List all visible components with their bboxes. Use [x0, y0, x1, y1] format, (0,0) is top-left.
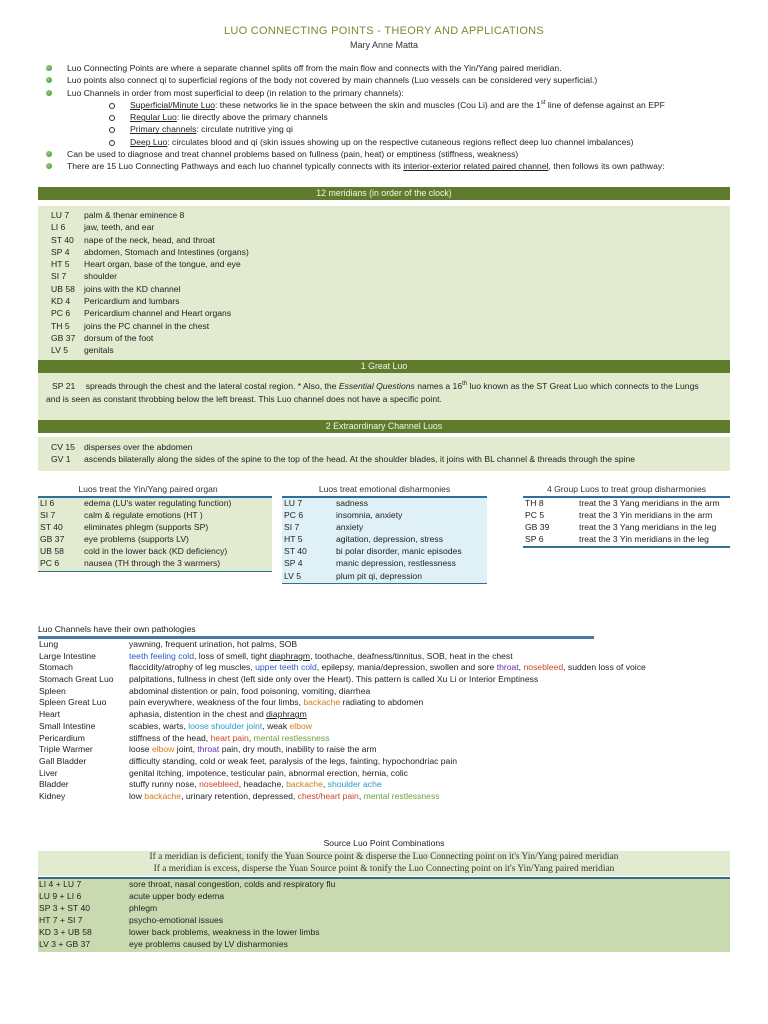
point-code: ST 40	[51, 234, 74, 245]
table-row	[38, 546, 272, 558]
point-code: GB 37	[51, 332, 76, 343]
highlighted-symptom: backache	[144, 790, 182, 801]
symptom-text: , epilepsy, mania/depression, swollen and sore	[316, 662, 497, 673]
symptom-text: radiating to abdomen	[340, 697, 424, 708]
symptom-text: pain, dry mouth, inability to raise the arm	[219, 744, 377, 755]
sub-bullet-item	[46, 112, 746, 124]
symptom-text: joint,	[174, 744, 198, 755]
meridian-row	[38, 296, 730, 308]
point-code: LU 7	[51, 210, 70, 220]
channel-name: Bladder	[39, 779, 69, 790]
channel-name: Heart	[39, 709, 61, 720]
symptom-text: , loss of smell, tight	[193, 650, 270, 661]
table-row	[38, 534, 272, 546]
group-table	[523, 496, 730, 548]
symptom-text: scabies, warts,	[129, 720, 189, 731]
point-code: TH 8	[525, 497, 544, 508]
point-description: Pericardium and lumbars	[84, 296, 180, 307]
paragraph-text: names a 16	[414, 381, 463, 391]
combination-indication: psycho-emotional issues	[129, 915, 224, 926]
point-code: PC 5	[525, 509, 545, 520]
sub-bullet-icon	[109, 127, 115, 133]
bullet-icon	[46, 65, 52, 71]
symptom-text: , toothache, deafness/tinnitus, SOB, heat in the chest	[310, 650, 513, 661]
bullet-item	[46, 88, 746, 100]
pathology-description	[129, 709, 307, 720]
bullet-icon	[46, 163, 52, 169]
point-combination: LI 4 + LU 7	[39, 878, 82, 889]
point-description: cold in the lower back (KD deficiency)	[84, 546, 228, 557]
bullet-icon	[46, 77, 52, 83]
point-code: LU 7	[284, 497, 303, 508]
point-description: treat the 3 Yang meridians in the leg	[579, 521, 717, 532]
point-code: ST 40	[284, 546, 307, 557]
point-description: treat the 3 Yin meridians in the arm	[579, 509, 713, 520]
symptom-text: , sudden loss of voice	[563, 662, 646, 673]
point-code: SI 7	[51, 271, 67, 282]
term: Primary channels	[130, 124, 197, 135]
point-combination: LU 9 + LI 6	[39, 890, 82, 901]
point-description: jaw, teeth, and ear	[84, 222, 155, 233]
symptom-text: ,	[358, 790, 364, 801]
point-code: ST 40	[40, 521, 63, 532]
symptom-text: , headache,	[238, 779, 287, 790]
table-row	[282, 534, 487, 546]
pathology-description	[129, 744, 376, 755]
point-description: Heart organ, base of the tongue, and eye	[84, 259, 241, 270]
point-description: genitals	[84, 345, 114, 356]
pathology-description	[129, 697, 423, 708]
table-rule	[38, 571, 272, 573]
pathology-description	[129, 651, 513, 662]
sub-bullet-text: line of defense against an EPF	[545, 99, 665, 110]
point-code: CV 15	[51, 442, 75, 452]
channel-name: Spleen	[39, 685, 66, 696]
great-luo-section	[38, 373, 730, 420]
channel-name: Small Intestine	[39, 720, 96, 731]
superscript: th	[462, 381, 468, 388]
pathologies-table	[38, 636, 646, 803]
combination-indication: eye problems caused by LV disharmonies	[129, 939, 288, 950]
symptom-text: loose	[129, 744, 152, 755]
combination-indication: lower back problems, weakness in the lower limbs	[129, 927, 320, 938]
section-header-great-luo: 1 Great Luo	[38, 360, 730, 373]
table-row	[282, 510, 487, 522]
sub-bullet-text: : circulates blood and qi (skin issues showing up on the respective cutaneous regions reflect deep luo channel imbalances)	[167, 136, 634, 147]
channel-name: Stomach	[39, 662, 73, 673]
meridian-row	[38, 345, 730, 357]
bullet-item	[46, 63, 746, 75]
term: Regular Luo	[130, 112, 177, 123]
emotional-table	[282, 496, 487, 584]
symptom-text: stiffness of the head,	[129, 732, 211, 743]
highlighted-symptom: nosebleed	[199, 779, 239, 790]
highlighted-symptom: chest/heart pain	[297, 790, 359, 801]
combination-row	[38, 927, 730, 939]
extraordinary-list	[38, 437, 730, 471]
sub-bullet-item	[46, 137, 746, 149]
combination-row	[38, 891, 730, 903]
pathology-row	[38, 756, 594, 768]
table-row	[38, 498, 272, 510]
symptom-text: , weak	[262, 720, 290, 731]
paragraph-text: luo known as the ST Great Luo which connects to the Lungs	[467, 381, 699, 391]
yinyang-table-title: Luos treat the Yin/Yang paired organ	[78, 484, 218, 494]
bullet-icon	[46, 151, 52, 157]
table-row	[38, 510, 272, 522]
point-description: Pericardium channel and Heart organs	[84, 308, 232, 319]
emotional-table-title: Luos treat emotional disharmonies	[318, 484, 451, 494]
pathology-row	[38, 697, 594, 709]
meridian-row	[38, 210, 730, 222]
table-row	[282, 522, 487, 534]
bullet-text: , then follows its own pathway:	[548, 161, 665, 172]
point-code: SP 4	[284, 558, 303, 569]
pathology-row	[38, 662, 646, 674]
sub-bullet-item	[46, 100, 746, 112]
symptom-text: ,	[248, 732, 254, 743]
pathologies-title: Luo Channels have their own pathologies	[38, 624, 196, 634]
point-code: LV 5	[51, 345, 69, 356]
channel-name: Lung	[39, 639, 59, 649]
highlighted-symptom: nosebleed	[523, 662, 564, 673]
point-description: palm & thenar eminence 8	[84, 210, 185, 220]
point-description: insomnia, anxiety	[336, 509, 403, 520]
meridian-row	[38, 321, 730, 333]
bullet-icon	[46, 90, 52, 96]
document-author: Mary Anne Matta	[349, 40, 419, 50]
symptom-text: difficulty standing, cold or weak feet, paralysis of the legs, fainting, hypochondriac pain	[129, 755, 458, 766]
pathology-description	[129, 686, 370, 697]
point-code: SP 21	[52, 381, 76, 391]
point-code: HT 5	[51, 259, 70, 270]
combination-row	[38, 939, 730, 951]
point-code: TH 5	[51, 320, 70, 331]
point-code: PC 6	[40, 558, 60, 569]
point-code: GV 1	[51, 454, 71, 465]
highlighted-symptom: throat	[496, 662, 519, 673]
table-row	[523, 534, 730, 546]
pathology-row	[38, 721, 594, 733]
point-combination: HT 7 + SI 7	[39, 915, 83, 926]
point-description: bi polar disorder, manic episodes	[336, 546, 462, 557]
pathology-row	[38, 733, 594, 745]
great-luo-paragraph	[38, 373, 730, 404]
point-code: GB 39	[525, 521, 550, 532]
channel-name: Gall Bladder	[39, 755, 87, 766]
combination-indication: phlegm	[129, 902, 158, 913]
sub-bullet-text: : these networks lie in the space between the skin and muscles (Cou Li) and are the 1	[215, 99, 541, 110]
highlighted-symptom: mental restlessness	[253, 732, 330, 743]
point-description: ascends bilaterally along the sides of the spine to the top of the head. At the shoulder blades, it joins with BL channel & threads through the spine	[84, 454, 635, 465]
meridian-row	[38, 333, 730, 345]
combination-row	[38, 915, 730, 927]
point-description: treat the 3 Yang meridians in the arm	[579, 497, 720, 508]
point-code: SI 7	[284, 521, 300, 532]
meridian-row	[38, 271, 730, 283]
meridian-row	[38, 308, 730, 320]
point-description: abdomen, Stomach and Intestines (organs)	[84, 246, 249, 257]
document-title: LUO CONNECTING POINTS - THEORY AND APPLICATIONS	[223, 25, 545, 37]
pathology-row	[38, 768, 594, 780]
symptom-text: ,	[322, 779, 328, 790]
point-description: nausea (TH through the 3 warmers)	[84, 558, 221, 569]
highlighted-symptom: diaphragm	[266, 709, 307, 720]
highlighted-symptom: mental restlessness	[363, 790, 440, 801]
meridian-row	[38, 247, 730, 259]
bullet-text: Can be used to diagnose and treat channel problems based on fullness (pain, heat) or emptiness (stiffness, weakness)	[67, 149, 519, 160]
channel-name: Stomach Great Luo	[39, 674, 114, 685]
bullet-item	[46, 149, 746, 161]
point-code: PC 6	[51, 308, 71, 319]
paragraph-text: and is seen as constant throbbing below the left breast. This Luo channel does not have a specific point.	[46, 393, 442, 404]
highlighted-symptom: heart pain	[210, 732, 249, 743]
extraordinary-row	[38, 442, 730, 454]
highlighted-symptom: shoulder ache	[327, 779, 382, 790]
sub-bullet-text: : lie directly above the primary channels	[176, 112, 328, 123]
table-row	[38, 558, 272, 570]
point-description: nape of the neck, head, and throat	[84, 234, 215, 245]
point-code: HT 5	[284, 534, 303, 545]
book-title: Essential Questions	[338, 381, 415, 391]
symptom-text: , urinary retention, depressed,	[181, 790, 298, 801]
table-rule	[523, 546, 730, 548]
highlighted-symptom: throat	[197, 744, 220, 755]
bullet-text: Luo Connecting Points are where a separate channel splits off from the main flow and connects with the Yin/Yang paired meridian.	[67, 63, 562, 73]
point-code: UB 58	[40, 546, 64, 557]
point-code: KD 4	[51, 296, 71, 307]
intro-bullet-list	[46, 63, 746, 174]
symptom-text: abdominal distention or pain, food poisoning, vomiting, diarrhea	[129, 685, 371, 696]
pathology-row	[38, 709, 594, 721]
source-luo-table	[38, 877, 730, 952]
term: Superficial/Minute Luo	[130, 99, 216, 110]
combination-row	[38, 903, 730, 915]
highlighted-symptom: elbow	[289, 720, 312, 731]
bullet-item	[46, 75, 746, 87]
meridian-row	[38, 222, 730, 234]
highlighted-symptom: elbow	[151, 744, 175, 755]
point-description: calm & regulate emotions (HT )	[84, 509, 203, 520]
table-row	[523, 510, 730, 522]
pathology-description	[129, 768, 408, 779]
point-code: LV 5	[284, 570, 302, 581]
underlined-text: interior-exterior related paired channel	[403, 161, 549, 172]
channel-name: Pericardium	[39, 732, 85, 743]
pathology-description	[129, 674, 538, 685]
channel-name: Kidney	[39, 790, 66, 801]
bullet-text: Luo points also connect qi to superficial regions of the body not covered by main channels (Luo vessels can be considered very superficial.)	[67, 75, 598, 86]
pathology-description	[129, 662, 646, 673]
bullet-item	[46, 161, 746, 173]
paragraph-text: spreads through the chest and the lateral costal region. * Also, the	[85, 381, 339, 391]
channel-name: Liver	[39, 767, 58, 778]
pathology-description	[129, 779, 382, 790]
table-row	[38, 522, 272, 534]
pathology-description	[129, 721, 312, 732]
pathology-row	[38, 779, 594, 791]
pathology-description	[129, 639, 297, 650]
point-description: sadness	[336, 497, 369, 508]
symptom-text: ,	[518, 662, 524, 673]
point-description: anxiety	[336, 521, 364, 532]
point-code: UB 58	[51, 283, 75, 294]
point-combination: KD 3 + UB 58	[39, 927, 92, 938]
point-description: agitation, depression, stress	[336, 534, 444, 545]
symptom-text: yawning, frequent urination, hot palms, SOB	[129, 639, 298, 649]
bullet-text: Luo Channels in order from most superficial to deep (in relation to the primary channels):	[67, 87, 404, 98]
point-description: joins with the KD channel	[84, 283, 181, 294]
point-description: edema (LU's water regulating function)	[84, 497, 232, 508]
sub-bullet-icon	[109, 103, 115, 109]
table-row	[282, 558, 487, 570]
channel-name: Spleen Great Luo	[39, 697, 107, 708]
meridian-row	[38, 284, 730, 296]
point-description: plum pit qi, depression	[336, 570, 422, 581]
pathology-row	[38, 686, 594, 698]
pathology-description	[129, 791, 440, 802]
symptom-text: genital itching, impotence, testicular pain, abnormal erection, hernia, colic	[129, 767, 408, 778]
combination-row	[38, 879, 730, 891]
source-luo-note	[38, 851, 730, 876]
highlighted-symptom: backache	[286, 779, 323, 790]
point-code: SP 6	[525, 534, 544, 545]
section-header-12-meridians: 12 meridians (in order of the clock)	[38, 187, 730, 200]
section-header-extraordinary: 2 Extraordinary Channel Luos	[38, 420, 730, 433]
symptom-text: low	[129, 790, 145, 801]
source-luo-title: Source Luo Point Combinations	[323, 838, 445, 848]
table-row	[282, 546, 487, 558]
channel-name: Triple Warmer	[39, 744, 93, 755]
pathology-description	[129, 733, 330, 744]
table-row	[523, 498, 730, 510]
highlighted-symptom: diaphragm	[269, 650, 311, 661]
table-row	[523, 522, 730, 534]
superscript: st	[540, 100, 546, 107]
sub-bullet-item	[46, 124, 746, 136]
point-description: shoulder	[84, 271, 117, 282]
point-code: PC 6	[284, 509, 304, 520]
point-description: dorsum of the foot	[84, 332, 154, 343]
point-combination: SP 3 + ST 40	[39, 902, 91, 913]
meridian-list	[38, 206, 730, 360]
pathology-row	[38, 651, 594, 663]
point-description: eye problems (supports LV)	[84, 534, 189, 545]
pathology-row	[38, 744, 594, 756]
note-line: If a meridian is excess, disperse the Yuan Source point & tonify the Luo Connecting point on it's Yin/Yang paired meridian	[153, 864, 615, 874]
point-combination: LV 3 + GB 37	[39, 939, 91, 950]
pathology-description	[129, 756, 457, 767]
term: Deep Luo	[130, 136, 168, 147]
sub-bullet-text: : circulate nutritive ying qi	[196, 124, 293, 135]
channel-name: Large Intestine	[39, 650, 96, 661]
pathology-row	[38, 674, 594, 686]
point-description: manic depression, restlessness	[336, 558, 456, 569]
sub-bullet-icon	[109, 140, 115, 146]
extraordinary-row	[38, 454, 730, 466]
pathology-row	[38, 639, 594, 651]
table-row	[282, 498, 487, 510]
point-code: LI 6	[51, 222, 66, 233]
sub-bullet-icon	[109, 115, 115, 121]
point-description: eliminates phlegm (supports SP)	[84, 521, 209, 532]
point-code: GB 37	[40, 534, 65, 545]
point-description: joins the PC channel in the chest	[84, 320, 210, 331]
pathology-row	[38, 791, 594, 803]
symptom-text: pain everywhere, weakness of the four limbs,	[129, 697, 304, 708]
meridian-row	[38, 235, 730, 247]
symptom-text: flaccidity/atrophy of leg muscles,	[129, 662, 256, 673]
bullet-text: There are 15 Luo Connecting Pathways and each luo channel typically connects with its	[67, 161, 404, 172]
point-code: LI 6	[40, 497, 55, 508]
table-rule	[282, 583, 487, 585]
combination-indication: acute upper body edema	[129, 890, 225, 901]
meridian-row	[38, 259, 730, 271]
symptom-text: palpitations, fullness in chest (left side only over the Heart). This pattern is called Xu Li or Interior Emptiness	[129, 674, 539, 685]
highlighted-symptom: backache	[303, 697, 341, 708]
point-description: treat the 3 Yin meridians in the leg	[579, 534, 709, 545]
group-table-title: 4 Group Luos to treat group disharmonies	[546, 484, 707, 494]
highlighted-symptom: loose shoulder joint	[188, 720, 263, 731]
symptom-text: aphasia, distention in the chest and	[129, 709, 267, 720]
yinyang-table	[38, 496, 272, 572]
note-line: If a meridian is deficient, tonify the Yuan Source point & disperse the Luo Connecting point on it's Yin/Yang paired meridian	[149, 852, 619, 862]
highlighted-symptom: upper teeth cold	[255, 662, 317, 673]
point-code: SI 7	[40, 509, 56, 520]
symptom-text: stuffy runny nose,	[129, 779, 200, 790]
point-code: SP 4	[51, 246, 70, 257]
table-row	[282, 571, 487, 583]
highlighted-symptom: teeth feeling cold	[129, 650, 194, 661]
point-description: disperses over the abdomen	[84, 442, 193, 452]
combination-indication: sore throat, nasal congestion, colds and respiratory flu	[129, 878, 336, 889]
